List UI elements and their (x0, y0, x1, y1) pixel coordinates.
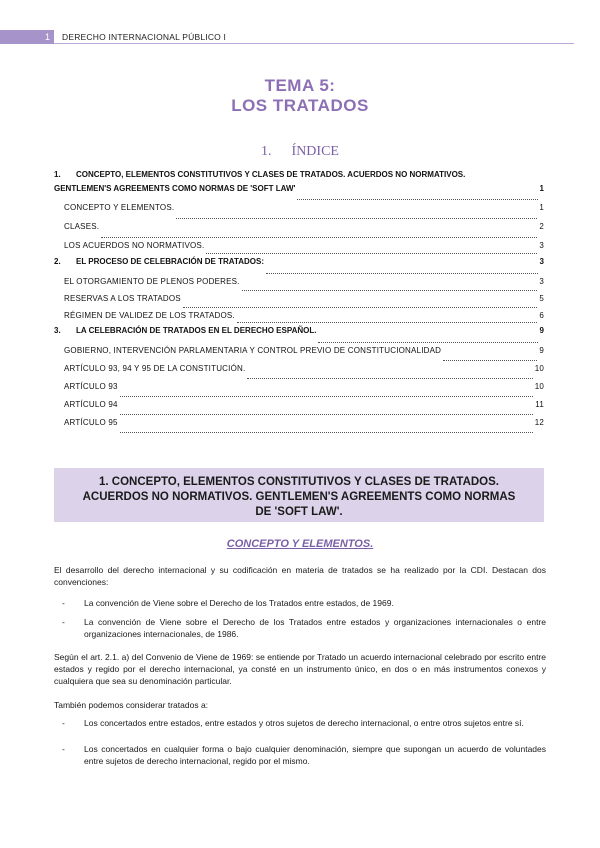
toc-page: 6 (539, 311, 544, 320)
toc-entry-number: 3. (54, 326, 61, 335)
toc-entry[interactable] (54, 294, 544, 311)
toc-entry-text: GENTLEMEN'S AGREEMENTS COMO NORMAS DE 'SOFT LAW' (54, 184, 296, 193)
toc-leader (242, 289, 538, 291)
list-item-text: Los concertados entre estados, entre estados y otros sujetos de derecho internacional, o entre otros sujetos entre sí. (84, 718, 524, 728)
toc-leader (120, 413, 534, 415)
toc-page: 1 (539, 203, 544, 212)
toc-leader (266, 272, 538, 274)
toc-leader (297, 198, 537, 200)
toc-entry-text: RÉGIMEN DE VALIDEZ DE LOS TRATADOS. (64, 311, 235, 320)
toc-entry[interactable] (54, 364, 544, 382)
toc-leader (318, 341, 537, 343)
toc-page: 9 (539, 346, 544, 355)
toc-entry[interactable] (54, 326, 544, 346)
toc-page: 2 (539, 222, 544, 231)
toc-entry-text: CLASES. (64, 222, 100, 231)
index-heading (0, 144, 600, 160)
section-heading-line-1: 1. CONCEPTO, ELEMENTOS CONSTITUTIVOS Y CLASES DE TRATADOS. (99, 476, 499, 488)
toc-page: 3 (539, 241, 544, 250)
toc-entry[interactable] (54, 203, 544, 222)
toc-entry-text: RESERVAS A LOS TRATADOS (64, 294, 181, 303)
toc-entry[interactable] (54, 400, 544, 418)
bullet-dash: - (62, 744, 65, 754)
section-heading-box (54, 468, 544, 522)
toc-leader (183, 306, 538, 308)
section-heading-line-3: DE 'SOFT LAW'. (255, 506, 343, 518)
list-item (62, 743, 546, 767)
toc-page: 10 (534, 364, 544, 373)
toc-page: 1 (539, 184, 544, 193)
toc-page: 3 (539, 277, 544, 286)
toc-entry[interactable] (54, 277, 544, 294)
table-of-contents (54, 170, 544, 436)
toc-entry[interactable] (54, 418, 544, 436)
list-item-text: La convención de Viene sobre el Derecho de los Tratados entre estados, de 1969. (84, 598, 394, 608)
toc-leader (206, 252, 537, 254)
toc-entry[interactable] (54, 184, 544, 203)
toc-leader (443, 359, 537, 361)
toc-leader (120, 395, 533, 397)
toc-entry-text: LA CELEBRACIÓN DE TRATADOS EN EL DERECHO ESPAÑOL. (76, 326, 317, 335)
toc-entry-text: ARTÍCULO 95 (64, 418, 118, 427)
toc-entry[interactable] (54, 170, 544, 184)
bullet-dash: - (62, 617, 65, 627)
index-number: 1. (261, 144, 272, 159)
toc-entry[interactable] (54, 241, 544, 257)
toc-page: 3 (539, 257, 544, 266)
toc-entry-text: EL OTORGAMIENTO DE PLENOS PODERES. (64, 277, 240, 286)
index-title: ÍNDICE (291, 144, 339, 159)
toc-leader (120, 431, 533, 433)
toc-entry[interactable] (54, 257, 544, 277)
toc-entry-text: ARTÍCULO 93 (64, 382, 118, 391)
title-line-2: LOS TRATADOS (231, 96, 369, 115)
paragraph: Según el art. 2.1. a) del Convenio de Viene de 1969: se entiende por Tratado un acuerdo internacional celebrado por escrito entre estados y regido por el derecho internacional, ya consté en un instrumento único, en dos o en más instrumentos conexos y cualquiera que sea su denominación particular. (54, 652, 546, 686)
toc-entry[interactable] (54, 346, 544, 364)
toc-entry-text: ARTÍCULO 93, 94 Y 95 DE LA CONSTITUCIÓN. (64, 364, 246, 373)
toc-entry-text: CONCEPTO Y ELEMENTOS. (64, 203, 175, 212)
toc-entry-text: EL PROCESO DE CELEBRACIÓN DE TRATADOS: (76, 257, 265, 266)
toc-page: 12 (534, 418, 544, 427)
list-item-text: Los concertados en cualquier forma o bajo cualquier denominación, siempre que supongan un acuerdo de voluntades entre sujetos de derecho internacional, regido por el mismo. (84, 744, 546, 766)
toc-entry-number: 2. (54, 257, 61, 266)
toc-page: 11 (535, 400, 544, 409)
toc-entry-text: LOS ACUERDOS NO NORMATIVOS. (64, 241, 205, 250)
toc-entry-text: CONCEPTO, ELEMENTOS CONSTITUTIVOS Y CLASES DE TRATADOS. ACUERDOS NO NORMATIVOS. (76, 170, 466, 179)
page-number: 1 (0, 30, 54, 44)
list-item (62, 597, 546, 609)
paragraph: También podemos considerar tratados a: (54, 700, 209, 710)
bullet-dash: - (62, 718, 65, 728)
toc-leader (176, 217, 537, 219)
toc-entry[interactable] (54, 311, 544, 326)
toc-leader (101, 236, 537, 238)
list-item-text: La convención de Viene sobre el Derecho de los Tratados entre estados y organizaciones internacionales o entre organizaciones internacionales, de 1986. (84, 617, 546, 639)
list-item (62, 616, 546, 640)
toc-leader (237, 321, 537, 323)
header-divider (54, 43, 574, 44)
paragraph: El desarrollo del derecho internacional y su codificación en materia de tratados se ha realizado por la CDI. Destacan dos convenciones: (54, 565, 546, 587)
toc-entry-number: 1. (54, 170, 61, 179)
bullet-dash: - (62, 598, 65, 608)
subsection-heading: CONCEPTO Y ELEMENTOS. (226, 538, 374, 550)
title-line-1: TEMA 5: (264, 76, 336, 95)
toc-entry-text: GOBIERNO, INTERVENCIÓN PARLAMENTARIA Y CONTROL PREVIO DE CONSTITUCIONALIDAD (64, 346, 442, 355)
toc-entry[interactable] (54, 222, 544, 241)
toc-page: 10 (534, 382, 544, 391)
toc-entry-text: ARTÍCULO 94 (64, 400, 118, 409)
section-heading-line-2: ACUERDOS NO NORMATIVOS. GENTLEMEN'S AGREEMENTS COMO NORMAS (82, 491, 516, 503)
toc-page: 9 (539, 326, 544, 335)
list-item (62, 717, 546, 729)
running-header: DERECHO INTERNACIONAL PÚBLICO I (62, 32, 227, 42)
toc-page: 5 (539, 294, 544, 303)
document-title (0, 76, 600, 116)
toc-entry[interactable] (54, 382, 544, 400)
toc-leader (247, 377, 532, 379)
